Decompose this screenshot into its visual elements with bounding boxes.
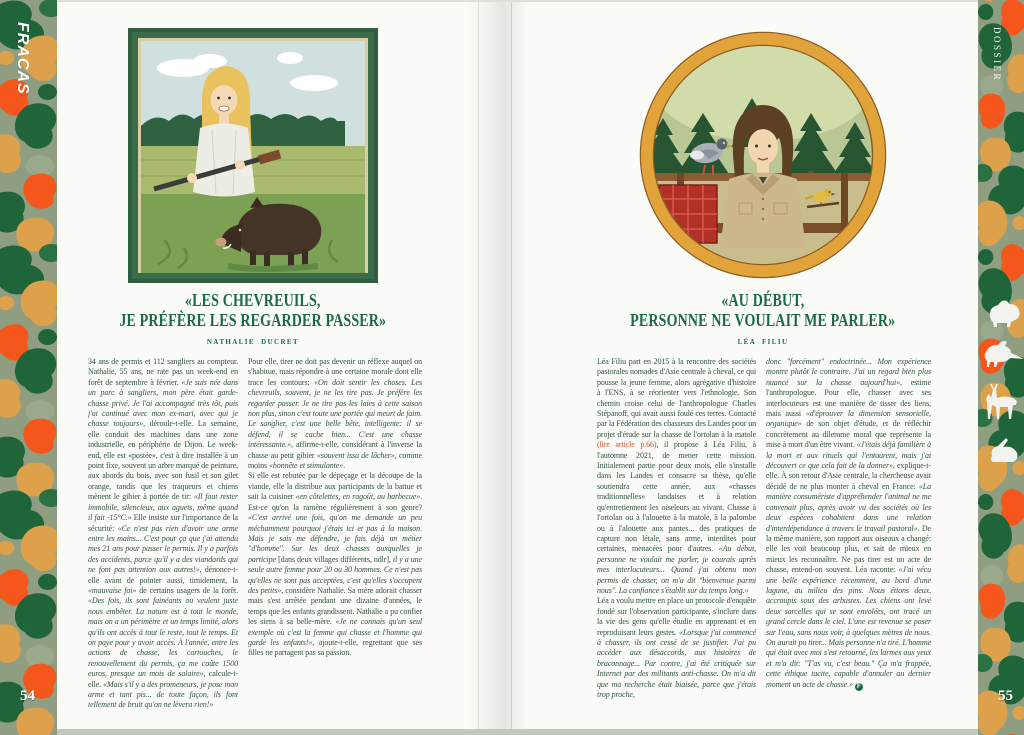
article-text-segment: «honnête et stimulante» — [268, 461, 344, 471]
article-text-segment: donc "forcément" endoctrinée... Mon expérience montre plutôt le contraire. J'ai un regard bien plus nuancé sur la chasse aujourd'hui» — [766, 357, 931, 387]
left-page-edge-line — [478, 0, 479, 735]
article-reference-red: (lire article p.66) — [597, 440, 657, 450]
article-text-segment: «Mais s'il y a des promeneurs, je pose mon arme et tant pis... de toute façon, ils font tellement de bruit qu'on ne lèvera rien!» — [88, 679, 238, 710]
hand — [235, 160, 245, 170]
wooden-post — [841, 173, 848, 273]
article-text-segment: . De la même manière, son rapport aux oiseaux a changé: elle les voit beaucoup plus, et sait de mieux en mieux les reconnaître. Ne pas tirer est un acte de chasse, entend-on souvent. Léa raconte: — [766, 523, 931, 575]
article-text-segment: «Il faut rester immobile, silencieux, aux aguets, même quand il fait -15°C.» — [88, 492, 238, 523]
headline-line: «AU DÉBUT, — [721, 290, 805, 310]
article-text-segment: , déroule-t-elle. La semaine, elle conduit des machines dans une zone industrielle, en périphérie de Dijon. Le week-end, elle est «postée», c'est à dire installée à un point fixe, souvent un arbre marqué de peinture, aux abords du bois, avec son fusil et son gilet orange, tandis que les traqueurs et chiens mènent le gibier à portée de tir: — [88, 419, 238, 502]
page-number-left: 54 — [20, 688, 35, 704]
right-article-column-2 — [766, 357, 931, 723]
left-article-headline — [80, 291, 426, 331]
page-number-right: 55 — [998, 688, 1013, 704]
article-text-segment: «Lorsque j'ai commencé à chasser, ils ont cessé de se justifier. J'ai pu accéder aux désaccords, aux histoires de braconnage... Par contre, j'ai été critiquée sur Internet par des militants anti-chasse. On m'a dit que ma recherche était biaisée, parce que j'étais trop proche, — [597, 627, 756, 699]
article-text-segment: «d'éprouver la dimension sensorielle, organique» — [766, 409, 931, 429]
right-article-byline: LÉA FILIU — [737, 338, 789, 346]
article-text-segment: «Des fois, ils sont fainéants ou veulent juste nous embêter. La nature est à tout le monde, mais on a un périmètre et un temps limité, alors qu'ils ont accès à tout le reste, tout le temps. Et on paye pour y avoir accès. À l'année, entre les actions de chasse, les cartouches, le renouvellement du permis, ça me coûte 1500 euros, presque un mois de salaire» — [88, 596, 238, 679]
article-text-segment: Léa Filiu part en 2015 à la rencontre des sociétés pastorales nomades d'Asie centrale à cheval, ce qui pousse la jeune femme, alors agrégative d'histoire à l'ENS, à se réorienter vers l'ethnologie. Son chemin croise celui de l'anthropologue Charles Stépanoff, qui avait aussi foulé ces terres. Contacté par la Fédération des chasseurs des Landes pour un projet d'étude sur la chasse de l'ortolan à la matole — [597, 357, 756, 439]
article-text-segment: «Je suis née dans un parc à sangliers, mon père était garde-chasse privé. Je l'ai accompagné très tôt, puis j'ai continué avec mon ex-mari, avec qui je chasse toujours» — [88, 377, 238, 429]
article-text-segment: «J'étais déjà familière à la mort et aux rituels qui l'entourent, mais j'ai découvert ce que cela fait de la donner» — [766, 440, 931, 471]
article-text-segment: Elle insiste sur l'importance de la sécurité: — [88, 513, 238, 533]
framed-hunting-portrait-illustration — [128, 28, 378, 283]
article-text-segment: , calcule-t-elle. — [88, 669, 238, 689]
article-text-segment: , ajoute-t-elle, regrettant que ses filles ne partagent pas sa passion. — [248, 637, 422, 658]
article-text-segment: . — [343, 461, 346, 471]
boar-body — [238, 204, 321, 255]
article-text-segment: , il propose à Léa Filiu, à l'automne 2021, de mener cette mission. Initialement partie pour deux mois, elle s'installe dans les Landes et consacre sa thèse, qu'elle soutiendra cette année, aux «chasses traditionnelles» landaises et à relation qu'entretiennent les oiseleurs au vivant. Chasse à l'ortolan ou à l'alouette à la matole, à la palombe ou à l'alouette aux pantes... des pratiques de capture non létale, sans arme, interdites pour certaines, menacées pour d'autres. — [597, 440, 756, 554]
article-text-segment: «Je ne connais qu'un seul exemple où c'est la femme qui chasse et l'homme qui garde les enfants!» — [248, 617, 422, 647]
article-text-segment: , explique-t-elle. À son retour d'Asie centrale, la chercheuse avait décidé de ne plus monter à cheval en France: — [766, 461, 931, 491]
right-article-headline — [590, 291, 936, 331]
article-text-segment: Pour elle, tirer ne doit pas devenir un réflexe auquel on s'habitue, mais répondre à une certaine morale dont elle trace les contours: — [248, 357, 422, 387]
camouflage-border-left — [0, 0, 57, 735]
pheasant-silhouette-icon — [985, 341, 1024, 367]
article-text-segment: , il y a une seule autre femme pour 20 ou 30 hommes. Ce n'est pas qu'elles ne sont pas acceptées, c'est qu'elles s'occupent des petits» — [248, 554, 422, 595]
article-text-segment: , dénonce-t-elle avant de pointer aussi, timidement, la — [88, 565, 238, 585]
article-text-segment: «La manière consumériste d'appréhender l'animal ne me convenait plus, après avoir vu des sociétés où les deux espèces cohabitent dans une relation d'interdépendance à travers le travail pastoral» — [766, 481, 931, 533]
article-text-segment: Si elle est rebutée par le dépeçage et la découpe de la viande, elle la distribue aux participants de la battue et sait la cuisiner — [248, 471, 422, 502]
article-text-segment: «C'est arrivé une fois, qu'on me demande un peu méchamment pourquoi j'étais ici et pas à la maison. Mais je sais me défendre, je fais déjà un métier "d'homme". Sur les deux chasses auxquelles je participe — [248, 513, 422, 564]
article-text-segment: «J'ai vécu une belle expérience récemment, au bord d'une lagune, au milieu des pins. Nous étions deux, accroupis sous des arbustes. Les chiens ont levé deux sarcelles qui se sont envolées, ont tracé un grand cercle dans le ciel. L'une est revenue se poser sur l'eau, sans nous voir, à quelques mètres de nous. On aurait pu tirer... Mais personne n'a tiré. L'homme qui était avec moi s'est retourné, les larmes aux yeux et m'a dit: "T'as vu, c'est beau." Ça m'a frappée, cette éthique tacite, capable d'annuler au dernier moment un acte de chasse.» — [766, 565, 931, 689]
medallion-portrait-illustration — [635, 27, 891, 283]
article-text-segment: de certains usagers de la forêt. — [136, 585, 238, 595]
boar-snout — [216, 238, 227, 247]
article-text-segment: , comme moins — [248, 450, 422, 471]
rifle-stock — [259, 154, 280, 160]
center-fold-line — [511, 0, 512, 735]
headline-line: PERSONNE NE VOULAIT ME PARLER» — [630, 310, 896, 330]
smile — [219, 106, 229, 111]
right-article-column-1 — [597, 357, 756, 723]
hare-silhouette-icon — [991, 438, 1018, 462]
article-text-segment: «On doit sentir les choses. Les chevreuils, souvent, je ne les tire pas. Je préfère les regarder passer. Je ne tire pas les laies à cette saison non plus, sinon c'est toute une portée qui meurt de faim. Le sanglier, c'est une belle bête, intelligente: il se défend, il se cache bien... C'est une chasse intéressante.» — [248, 377, 422, 450]
article-text-segment: , considère Nathalie. Sa mère adorait chasser mais s'est arrêtée pendant une dizaine d'années, le temps que les enfants grandissent. Nathalie a pu confier les siens à sa belle-mère. — [248, 585, 422, 627]
article-text-segment: «mauvaise foi» — [88, 585, 137, 595]
article-text-segment: «en côtelettes, en ragoût, au barbecue» — [295, 492, 421, 502]
article-text-segment: de son objet d'étude, et de réfléchir concrètement au dilemme moral que représente la mise à mort d'un être vivant. — [766, 419, 931, 450]
boar-silhouette-icon — [990, 301, 1020, 328]
page-bottom-edge — [57, 729, 978, 735]
left-article-column-2 — [248, 357, 422, 723]
animal-silhouettes — [978, 292, 1024, 477]
headline-line: JE PRÉFÈRE LES REGARDER PASSER» — [119, 310, 387, 330]
article-text-segment: «Ce n'est pas rien d'avoir une arme entre les mains... C'est pour ça que j'ai attendu mes 21 ans pour passer le permis. Il y a parfois des accidents, parce qu'il y a des viandards qui ne font pas attention aux autres!» — [88, 523, 238, 575]
boar-eye — [239, 229, 242, 232]
article-text-segment: «Au début, personne ne voulait me parler, je courais après mes interlocuteurs... Quand j'ai obtenu mon permis de chasser, on m'a dit "bienvenue parmi nous". La confiance s'établit sur du temps long.» — [597, 544, 756, 595]
left-article-column-1 — [88, 357, 238, 723]
article-text-segment: [dans deux villages différents, ndlr] — [278, 554, 389, 564]
article-end-mark: F — [855, 683, 863, 691]
shirt — [193, 124, 255, 197]
article-text-segment: Léa a voulu mettre en place un protocole d'enquête fondé sur l'observation participante, s'inclure dans la vie des gens qu'elle étudie en apprenant et en reproduisant leurs gestes. — [597, 596, 756, 637]
fracas-logo: FRACAS — [14, 22, 31, 95]
dossier-section-label: DOSSIER — [992, 27, 1002, 83]
painting-scene — [141, 41, 365, 273]
article-text-segment: 34 ans de permis et 112 sangliers au compteur. Nathalie, 55 ans, ne rate pas un week-end en forêt de septembre à février. — [88, 357, 238, 387]
center-fold-shadow — [468, 0, 528, 735]
left-article-byline: NATHALIE DUCRET — [206, 338, 300, 346]
article-text-segment: . Est-ce qu'on la ramène régulièrement à son genre? — [248, 492, 422, 512]
page-top-edge — [57, 0, 978, 2]
article-text-segment: , affirme-t-elle, considérant à l'inverse la chasse au petit gibier — [248, 440, 422, 460]
article-text-segment: «souvent issu de lâcher» — [316, 450, 395, 460]
deer-silhouette-icon — [986, 384, 1017, 419]
headline-line: «LES CHEVREUILS, — [185, 290, 321, 310]
hand — [187, 173, 197, 183]
article-text-segment: , estime l'anthropologue. Pour elle, chasser avec ses interlocuteurs est une manière de tisser des liens, mais aussi — [766, 377, 931, 419]
